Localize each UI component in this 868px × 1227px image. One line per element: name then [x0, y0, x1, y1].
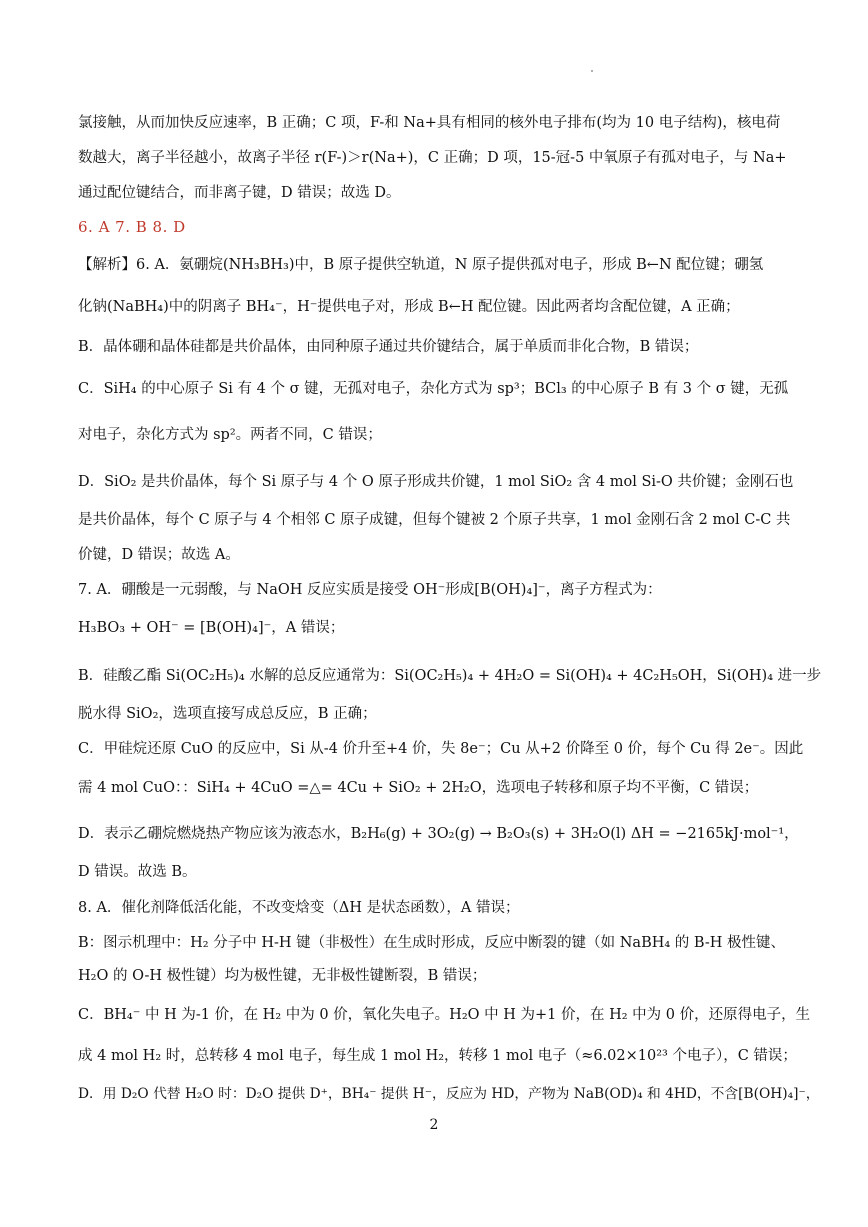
page-number: 2 — [429, 1117, 439, 1133]
text-line: D．SiO₂ 是共价晶体，每个 Si 原子与 4 个 O 原子形成共价键，1 mol SiO₂ 含 4 mol Si-O 共价键；金刚石也 — [78, 474, 794, 490]
text-line: 化钠(NaBH₄)中的阴离子 BH₄⁻，H⁻提供电子对，形成 B←H 配位键。因此两者均含配位键，A 正确； — [78, 299, 740, 315]
text-line: 是共价晶体，每个 C 原子与 4 个相邻 C 原子成键，但每个键被 2 个原子共享，1 mol 金刚石含 2 mol C-C 共 — [78, 512, 791, 528]
text-line: D．用 D₂O 代替 H₂O 时：D₂O 提供 D⁺，BH₄⁻ 提供 H⁻，反应为 HD，产物为 NaB(OD)₄ 和 4HD，不含[B(OH)₄]⁻， — [78, 1086, 820, 1102]
text-line: 氯接触，从而加快反应速率，B 正确；C 项，F-和 Na+具有相同的核外电子排布(均为 10 电子结构)，核电荷 — [78, 115, 781, 131]
text-line: D 错误。故选 B。 — [78, 864, 197, 880]
text-line: C．BH₄⁻ 中 H 为-1 价，在 H₂ 中为 0 价，氧化失电子。H₂O 中 H 为+1 价，在 H₂ 中为 0 价，还原得电子，生 — [78, 1007, 811, 1023]
text-line: B．硅酸乙酯 Si(OC₂H₅)₄ 水解的总反应通常为：Si(OC₂H₅)₄ + 4H₂O = Si(OH)₄ + 4C₂H₅OH，Si(OH)₄ 进一步 — [78, 668, 822, 684]
text-line: 价键，D 错误；故选 A。 — [78, 547, 240, 563]
text-line: 脱水得 SiO₂，选项直接写成总反应，B 正确； — [78, 706, 377, 722]
text-line: C．甲硅烷还原 CuO 的反应中，Si 从-4 价升至+4 价，失 8e⁻；Cu 从+2 价降至 0 价，每个 Cu 得 2e⁻。因此 — [78, 741, 804, 757]
text-line: H₂O 的 O-H 极性键）均为极性键，无非极性键断裂，B 错误； — [78, 968, 487, 984]
text-line: 数越大，离子半径越小，故离子半径 r(F-)＞r(Na+)，C 正确；D 项，15-冠-5 中氧原子有孤对电子，与 Na+ — [78, 150, 787, 166]
scan-dot — [591, 70, 593, 72]
text-line: 7. A．硼酸是一元弱酸，与 NaOH 反应实质是接受 OH⁻形成[B(OH)₄]⁻，离子方程式为： — [78, 582, 662, 598]
text-line: 通过配位键结合，而非离子键，D 错误；故选 D。 — [78, 185, 401, 201]
text-line: 成 4 mol H₂ 时，总转移 4 mol 电子，每生成 1 mol H₂，转移 1 mol 电子（≈6.02×10²³ 个电子），C 错误； — [78, 1048, 797, 1064]
text-line: B．晶体硼和晶体硅都是共价晶体，由同种原子通过共价键结合，属于单质而非化合物，B 错误； — [78, 339, 699, 355]
text-line: C．SiH₄ 的中心原子 Si 有 4 个 σ 键，无孤对电子，杂化方式为 sp³；BCl₃ 的中心原子 B 有 3 个 σ 键，无孤 — [78, 381, 789, 397]
equation-line: 需 4 mol CuO：：SiH₄ + 4CuO =△= 4Cu + SiO₂ + 2H₂O，选项电子转移和原子均不平衡，C 错误； — [78, 780, 759, 796]
text-line: B：图示机理中：H₂ 分子中 H-H 键（非极性）在生成时形成，反应中断裂的键（如 NaBH₄ 的 B-H 极性键、 — [78, 935, 785, 951]
equation-line: D．表示乙硼烷燃烧热产物应该为液态水，B₂H₆(g) + 3O₂(g) → B₂O₃(s) + 3H₂O(l) ΔH = −2165kJ·mol⁻¹， — [78, 826, 799, 842]
text-line: 对电子，杂化方式为 sp²。两者不同，C 错误； — [78, 427, 382, 443]
text-line: 【解析】6. A．氨硼烷(NH₃BH₃)中，B 原子提供空轨道，N 原子提供孤对电子，形成 B←N 配位键；硼氢 — [78, 257, 764, 273]
answer-line: 6. A 7. B 8. D — [78, 218, 186, 236]
text-line: 8. A．催化剂降低活化能，不改变焓变（ΔH 是状态函数），A 错误； — [78, 900, 520, 916]
equation-line: H₃BO₃ + OH⁻ = [B(OH)₄]⁻，A 错误； — [78, 620, 345, 636]
